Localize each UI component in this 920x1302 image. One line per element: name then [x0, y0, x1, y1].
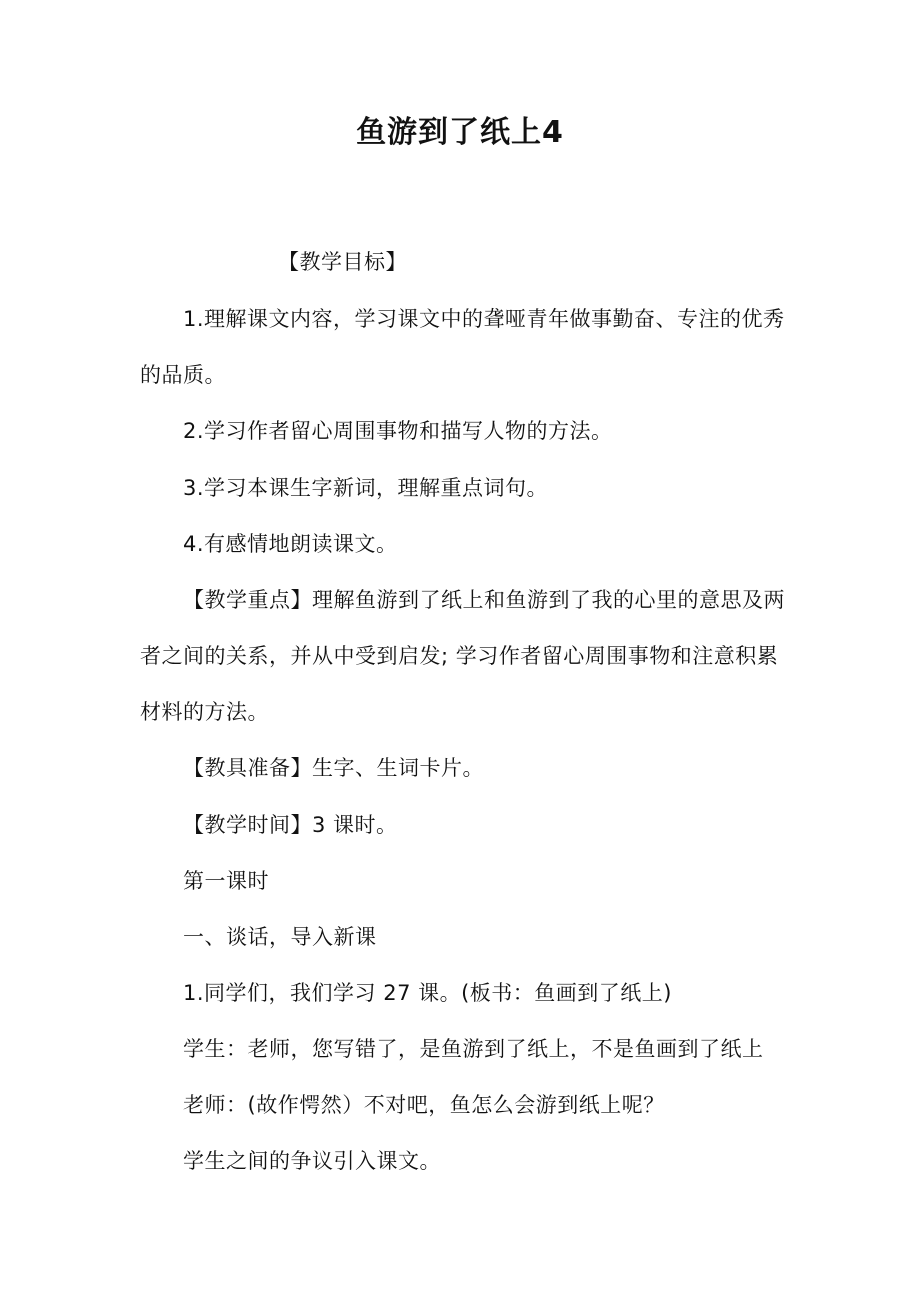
objective-item-4: 4.有感情地朗读课文。 — [183, 532, 398, 556]
key-points-line-3: 材料的方法。 — [140, 700, 269, 724]
dialogue-line-4: 学生之间的争议引入课文。 — [183, 1149, 441, 1173]
key-points-line-2: 者之间的关系，并从中受到启发; 学习作者留心周围事物和注意积累 — [140, 644, 779, 668]
document-title: 鱼游到了纸上4 — [356, 115, 564, 150]
objective-item-3: 3.学习本课生字新词，理解重点词句。 — [183, 476, 549, 500]
objective-item-1: 1.理解课文内容，学习课文中的聋哑青年做事勤奋、专注的优秀 — [183, 307, 785, 331]
key-points-line-1: 【教学重点】理解鱼游到了纸上和鱼游到了我的心里的意思及两 — [183, 588, 785, 612]
objective-item-2: 2.学习作者留心周围事物和描写人物的方法。 — [183, 419, 613, 443]
time-line: 【教学时间】3 课时。 — [183, 813, 398, 837]
dialogue-line-3: 老师：(故作愕然）不对吧，鱼怎么会游到纸上呢？ — [183, 1093, 665, 1117]
dialogue-line-2: 学生：老师，您写错了，是鱼游到了纸上，不是鱼画到了纸上 — [183, 1037, 764, 1061]
lesson-heading: 第一课时 — [183, 869, 269, 893]
objective-item-1-continued: 的品质。 — [140, 363, 226, 387]
materials-line: 【教具准备】生字、生词卡片。 — [183, 756, 484, 780]
objectives-heading: 【教学目标】 — [278, 250, 407, 274]
dialogue-line-1: 1.同学们，我们学习 27 课。(板书：鱼画到了纸上) — [183, 981, 672, 1005]
section-heading: 一、谈话，导入新课 — [183, 925, 377, 949]
